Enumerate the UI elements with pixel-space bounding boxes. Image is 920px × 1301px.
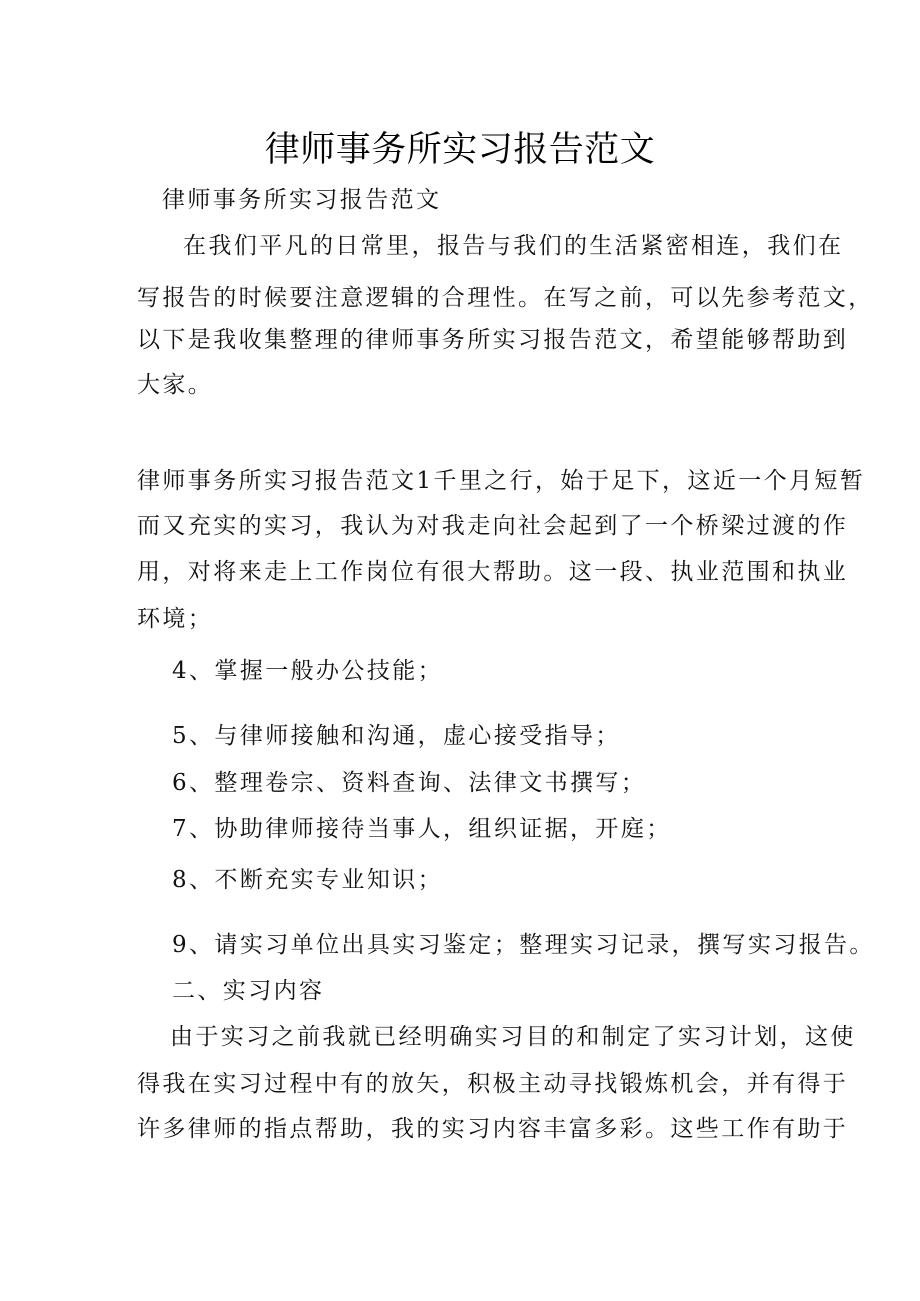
section-heading: 二、实习内容 [172,978,325,1004]
list-item: 4、掌握一般办公技能； [172,658,444,684]
intro-line: 大家。 [137,372,214,398]
list-item: 9、请实习单位出具实习鉴定；整理实习记录，撰写实习报告。 [172,932,875,958]
list-item: 7、协助律师接待当事人，组织证据，开庭； [172,816,672,842]
section1-line: 环境； [137,606,214,632]
list-item: 6、整理卷宗、资料查询、法律文书撰写； [172,770,647,796]
intro-line: 写报告的时候要注意逻辑的合理性。在写之前，可以先参考范文， [137,285,874,311]
list-item: 8、不断充实专业知识； [172,867,444,893]
section1-line: 而又充实的实习，我认为对我走向社会起到了一个桥梁过渡的作 [137,513,849,539]
intro-line: 以下是我收集整理的律师事务所实习报告范文，希望能够帮助到 [137,327,849,353]
section1-line: 用，对将来走上工作岗位有很大帮助。这一段、执业范围和执业 [137,559,849,585]
content-line: 得我在实习过程中有的放矢，积极主动寻找锻炼机会，并有得于 [137,1071,849,1097]
content-line: 许多律师的指点帮助，我的实习内容丰富多彩。这些工作有助于 [137,1116,849,1142]
content-line: 由于实习之前我就已经明确实习目的和制定了实习计划，这使 [170,1024,856,1050]
document-subtitle: 律师事务所实习报告范文 [162,187,442,213]
section1-line: 律师事务所实习报告范文1千里之行，始于足下，这近一个月短暂 [137,468,866,494]
intro-line: 在我们平凡的日常里，报告与我们的生活紧密相连，我们在 [183,233,844,259]
document-title: 律师事务所实习报告范文 [264,130,656,170]
list-item: 5、与律师接触和沟通，虚心接受指导； [172,723,621,749]
